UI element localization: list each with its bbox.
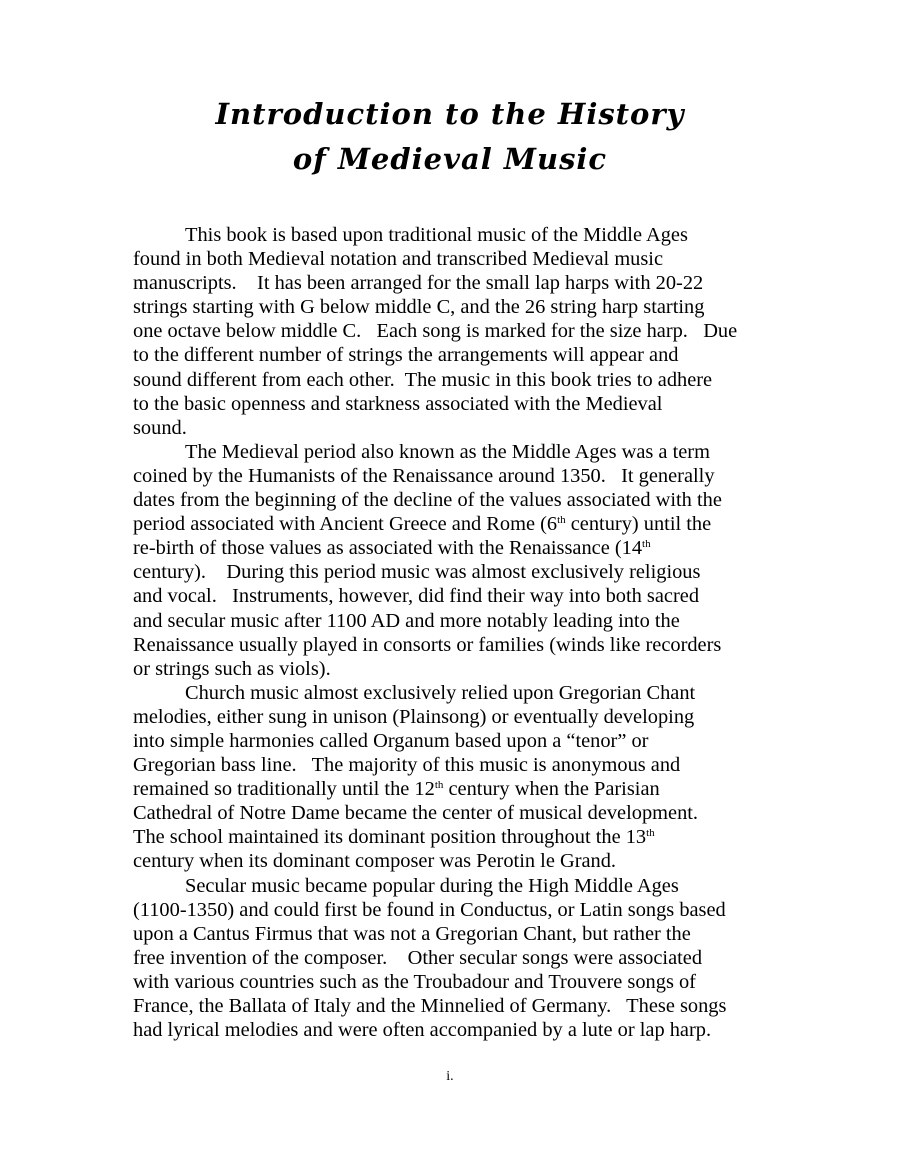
- text-line: [133, 392, 773, 416]
- line-text: melodies, either sung in unison (Plainsong) or eventually developing: [133, 705, 695, 728]
- text-line: [133, 416, 773, 440]
- text-line: [133, 849, 773, 873]
- text-line: [133, 512, 773, 536]
- text-line: [133, 368, 773, 392]
- text-line: [133, 898, 773, 922]
- text-line: [133, 440, 773, 464]
- ordinal-superscript: th: [434, 779, 444, 792]
- line-text: and secular music after 1100 AD and more notably leading into the: [133, 609, 680, 632]
- text-line: [133, 343, 773, 367]
- text-line: [133, 801, 773, 825]
- line-text: one octave below middle C. Each song is marked for the size harp. Due: [133, 320, 738, 343]
- ordinal-superscript: th: [646, 827, 655, 840]
- line-text-after: century) until the: [565, 513, 712, 536]
- text-line: [133, 705, 773, 729]
- line-text: Gregorian bass line. The majority of this music is anonymous and: [133, 754, 681, 777]
- line-text: France, the Ballata of Italy and the Minnelied of Germany. These songs: [133, 995, 727, 1017]
- page-number: i.: [446, 1069, 454, 1084]
- line-text: Renaissance usually played in consorts or families (winds like recorders: [133, 633, 722, 656]
- text-line: [133, 729, 773, 753]
- page-title: [0, 92, 900, 182]
- paragraph: [133, 681, 773, 874]
- line-text: into simple harmonies called Organum based upon a “tenor” or: [133, 729, 649, 752]
- line-text: (1100-1350) and could first be found in Conductus, or Latin songs based: [133, 898, 726, 921]
- text-line: [133, 825, 773, 849]
- text-line: [133, 922, 773, 946]
- line-text: century). During this period music was almost exclusively religious: [133, 561, 701, 584]
- text-line: [133, 946, 773, 970]
- line-text: strings starting with G below middle C, and the 26 string harp starting: [133, 296, 705, 319]
- line-text: century when its dominant composer was Perotin le Grand.: [133, 850, 617, 873]
- line-text: manuscripts. It has been arranged for the small lap harps with 20-22: [133, 272, 704, 295]
- line-text: sound different from each other. The music in this book tries to adhere: [133, 368, 713, 391]
- line-text: to the basic openness and starkness associated with the Medieval: [133, 392, 663, 415]
- text-line: [133, 560, 773, 584]
- text-line: [133, 584, 773, 608]
- text-line: [133, 777, 773, 801]
- paragraph: [133, 440, 773, 681]
- title-line: of Medieval Music: [292, 142, 608, 176]
- line-text: The Medieval period also known as the Middle Ages was a term: [185, 440, 710, 463]
- text-line: [133, 295, 773, 319]
- text-line: [133, 633, 773, 657]
- line-text: with various countries such as the Troubadour and Trouvere songs of: [133, 970, 696, 993]
- text-line: [133, 609, 773, 633]
- text-line: [133, 464, 773, 488]
- line-text: Secular music became popular during the High Middle Ages: [185, 874, 679, 897]
- text-line: [133, 223, 773, 247]
- line-text: to the different number of strings the arrangements will appear and: [133, 344, 679, 367]
- line-text: free invention of the composer. Other secular songs were associated: [133, 946, 703, 969]
- ordinal-superscript: th: [642, 538, 651, 551]
- line-text: remained so traditionally until the 12: [133, 778, 435, 801]
- text-line: [133, 247, 773, 271]
- text-line: [133, 970, 773, 994]
- text-line: [133, 536, 773, 560]
- line-text: This book is based upon traditional music of the Middle Ages: [185, 224, 688, 246]
- line-text: re-birth of those values as associated with the Renaissance (14: [133, 537, 643, 560]
- ordinal-superscript: th: [557, 514, 566, 527]
- line-text: and vocal. Instruments, however, did find their way into both sacred: [133, 585, 700, 608]
- title-line: Introduction to the History: [215, 97, 685, 131]
- line-text-after: century when the Parisian: [443, 778, 660, 801]
- text-line: [133, 657, 773, 681]
- line-text: dates from the beginning of the decline of the values associated with the: [133, 489, 722, 512]
- line-text: Church music almost exclusively relied upon Gregorian Chant: [185, 681, 696, 704]
- line-text: Cathedral of Notre Dame became the center of musical development.: [133, 802, 699, 825]
- body-text: [133, 223, 773, 1042]
- line-text: coined by the Humanists of the Renaissance around 1350. It generally: [133, 464, 715, 487]
- line-text: period associated with Ancient Greece and Rome (6: [133, 513, 558, 536]
- line-text: sound.: [133, 416, 187, 439]
- line-text: upon a Cantus Firmus that was not a Gregorian Chant, but rather the: [133, 922, 691, 945]
- text-line: [133, 488, 773, 512]
- text-line: [133, 681, 773, 705]
- text-line: [133, 874, 773, 898]
- text-line: [133, 1018, 773, 1042]
- line-text: The school maintained its dominant position throughout the 13: [133, 826, 647, 849]
- line-text: found in both Medieval notation and transcribed Medieval music: [133, 248, 664, 271]
- line-text: or strings such as viols).: [133, 657, 331, 680]
- text-line: [133, 319, 773, 343]
- line-text: had lyrical melodies and were often accompanied by a lute or lap harp.: [133, 1019, 712, 1042]
- paragraph: [133, 874, 773, 1043]
- text-line: [133, 994, 773, 1018]
- paragraph: [133, 223, 773, 440]
- text-line: [133, 271, 773, 295]
- text-line: [133, 753, 773, 777]
